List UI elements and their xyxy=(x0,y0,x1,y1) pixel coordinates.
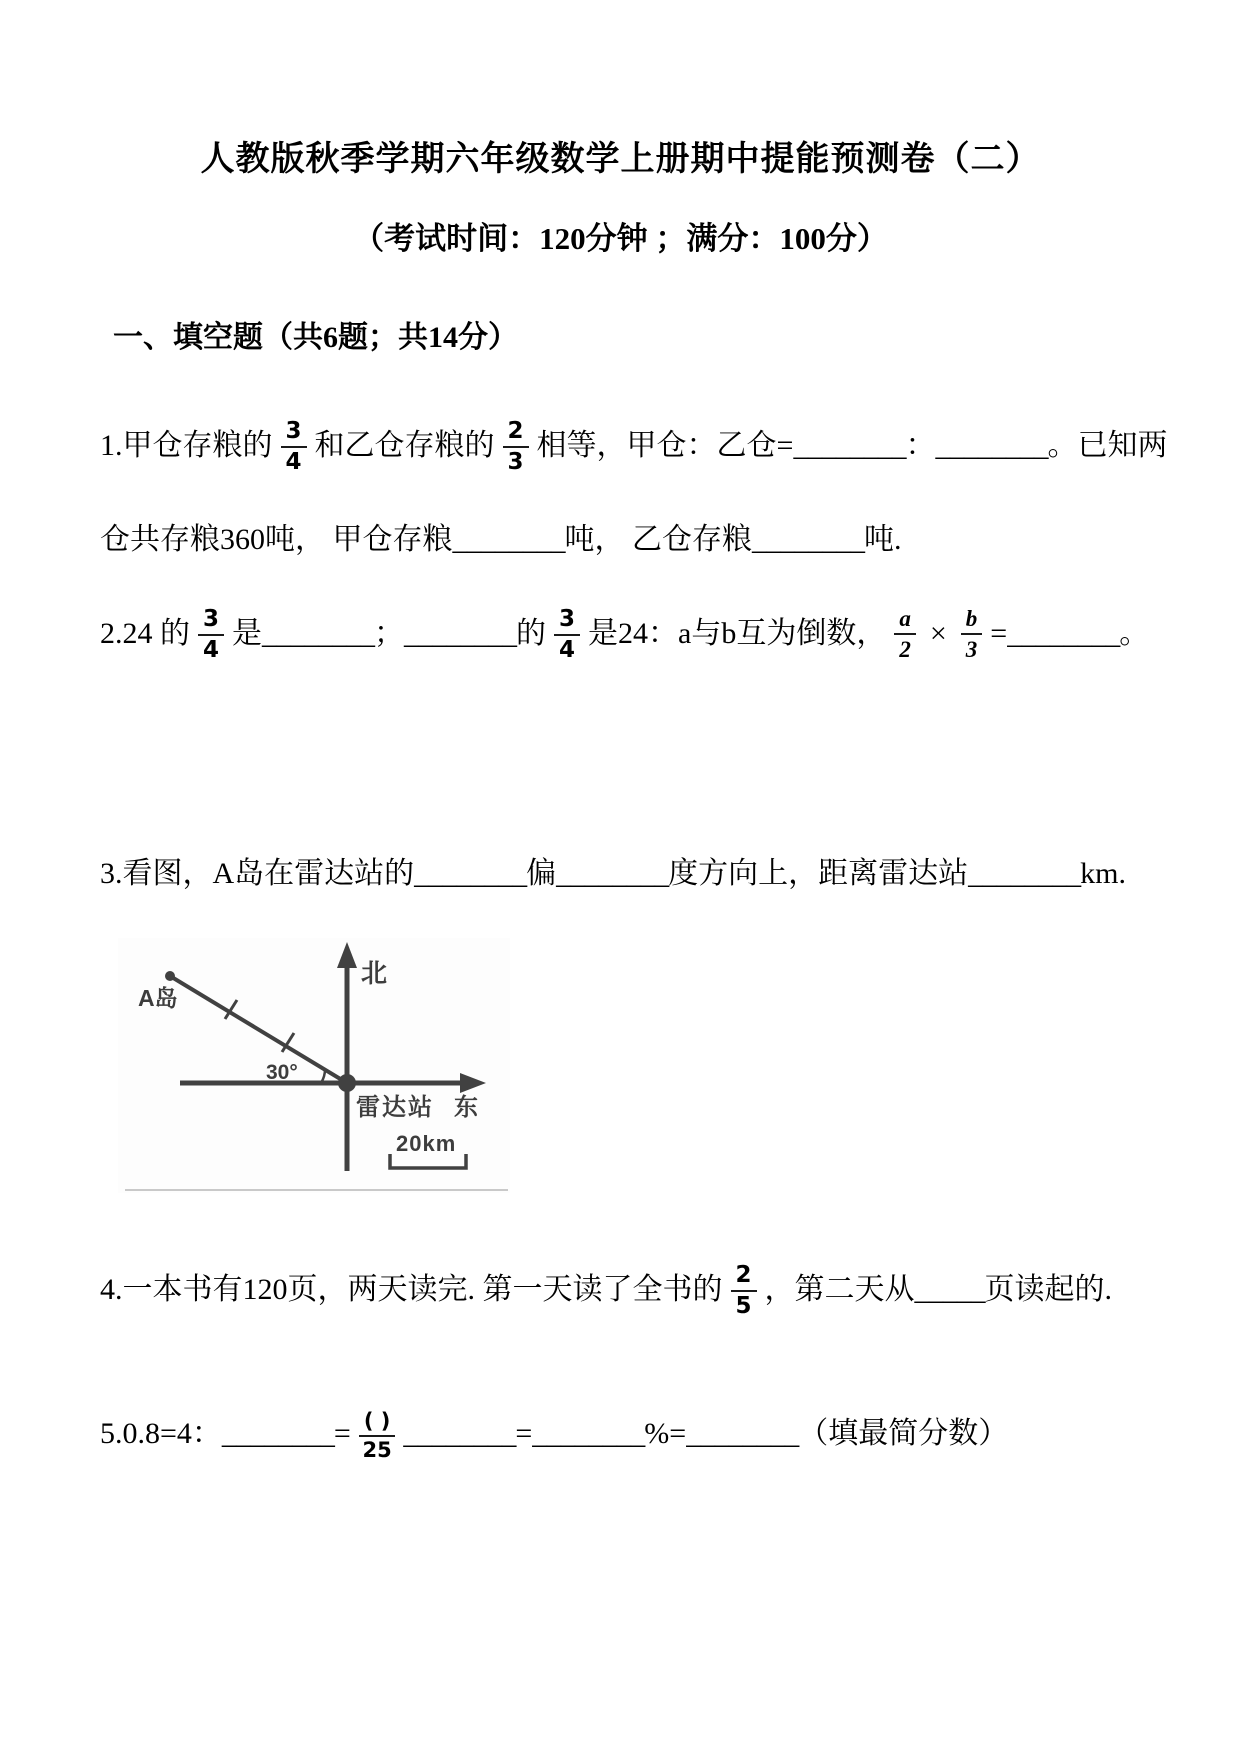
blank-line: _____ xyxy=(914,1273,985,1306)
island-bearing-line xyxy=(170,976,347,1083)
fraction-3-4: $\frac{3}{4}$ xyxy=(554,608,580,662)
q2-text: 是24：a与b互为倒数， xyxy=(588,617,887,650)
q3-text: 3.看图，A岛在雷达站的 xyxy=(100,857,415,890)
q1-text: 仓共存粮360吨， 甲仓存粮 xyxy=(100,523,453,556)
multiplication-sign: × xyxy=(929,617,947,650)
q2-text: 的 xyxy=(516,617,547,650)
radar-station-dot xyxy=(338,1074,356,1092)
question-1-line-2 xyxy=(100,492,1160,587)
scale-label: 20km xyxy=(396,1131,457,1156)
q3-text: 度方向上，距离雷达站 xyxy=(668,857,969,890)
q5-text: %= xyxy=(644,1417,687,1450)
q4-text: 4.一本书有120页，两天读完. 第一天读了全书的 xyxy=(100,1273,723,1306)
blank-line: ________ xyxy=(403,1417,516,1450)
blank-line: ________ xyxy=(686,1417,799,1450)
blank-line: ________ xyxy=(752,523,864,556)
question-5 xyxy=(100,1386,1160,1481)
scale-bracket xyxy=(390,1154,466,1168)
q1-text: 吨， 乙仓存粮 xyxy=(564,523,752,556)
q2-text: = xyxy=(990,617,1008,650)
blank-line: ________ xyxy=(556,857,669,890)
q5-text: = xyxy=(333,1417,351,1450)
q2-text: ； xyxy=(374,617,405,650)
north-arrowhead-icon xyxy=(337,942,357,968)
fraction-blank-25: $\frac{( )}{25}$ xyxy=(359,1411,396,1461)
blank-line: ________ xyxy=(935,429,1048,462)
fraction-3-4: $\frac{3}{4}$ xyxy=(198,608,224,662)
angle-label: 30° xyxy=(266,1061,298,1084)
blank-line: ________ xyxy=(414,857,527,890)
q2-text: 2.24 的 xyxy=(100,617,190,650)
island-dot xyxy=(165,971,175,981)
q1-text: 1.甲仓存粮的 xyxy=(100,429,273,462)
q2-text: 。 xyxy=(1119,617,1150,650)
question-4 xyxy=(100,1242,1160,1337)
blank-line: ________ xyxy=(793,429,906,462)
north-label: 北 xyxy=(361,958,388,988)
q5-text: 5.0.8=4： xyxy=(100,1417,222,1450)
q4-text: ，第二天从 xyxy=(764,1273,915,1306)
diagram-underline xyxy=(125,1189,508,1191)
fraction-2-5: $\frac{2}{5}$ xyxy=(731,1264,757,1318)
fraction-3-4: $\frac{3}{4}$ xyxy=(281,420,307,474)
page-title: 人教版秋季学期六年级数学上册期中提能预测卷（二） xyxy=(200,141,1041,178)
fraction-2-3: $\frac{2}{3}$ xyxy=(503,420,529,474)
question-3 xyxy=(100,826,1160,921)
q2-text: 是 xyxy=(232,617,263,650)
q4-text: 页读起的. xyxy=(984,1273,1113,1306)
fraction-a-2: $\frac{a}{2}$ xyxy=(894,607,916,661)
blank-line: ________ xyxy=(404,617,517,650)
question-2 xyxy=(100,586,1160,681)
blank-line: ________ xyxy=(532,1417,645,1450)
east-label: 东 xyxy=(454,1094,478,1121)
q1-text: 。已知两 xyxy=(1047,429,1168,462)
east-arrowhead-icon xyxy=(460,1073,486,1093)
blank-line: ________ xyxy=(452,523,565,556)
blank-line: ________ xyxy=(221,1417,334,1450)
question-1-line-1 xyxy=(100,398,1168,493)
blank-line: ________ xyxy=(1007,617,1120,650)
q1-text: ： xyxy=(905,429,936,462)
section-heading: 一、填空题（共6题；共14分） xyxy=(113,321,518,354)
exam-info-subtitle: （考试时间：120分钟 ；满分：100分） xyxy=(353,221,888,256)
q1-text: 和乙仓存粮的 xyxy=(314,429,495,462)
island-label: A岛 xyxy=(138,985,178,1011)
blank-line: ________ xyxy=(262,617,375,650)
radar-station-label: 雷达站 xyxy=(356,1094,434,1121)
blank-line: ________ xyxy=(968,857,1081,890)
q1-text: 相等，甲仓：乙仓= xyxy=(536,429,794,462)
q1-text: 吨. xyxy=(864,523,902,556)
q5-text: （填最简分数） xyxy=(798,1417,1009,1450)
q5-text: = xyxy=(515,1417,533,1450)
q3-text: km. xyxy=(1080,857,1127,890)
q3-text: 偏 xyxy=(526,857,557,890)
fraction-b-3: $\frac{b}{3}$ xyxy=(961,607,983,661)
radar-station-diagram xyxy=(118,938,510,1193)
